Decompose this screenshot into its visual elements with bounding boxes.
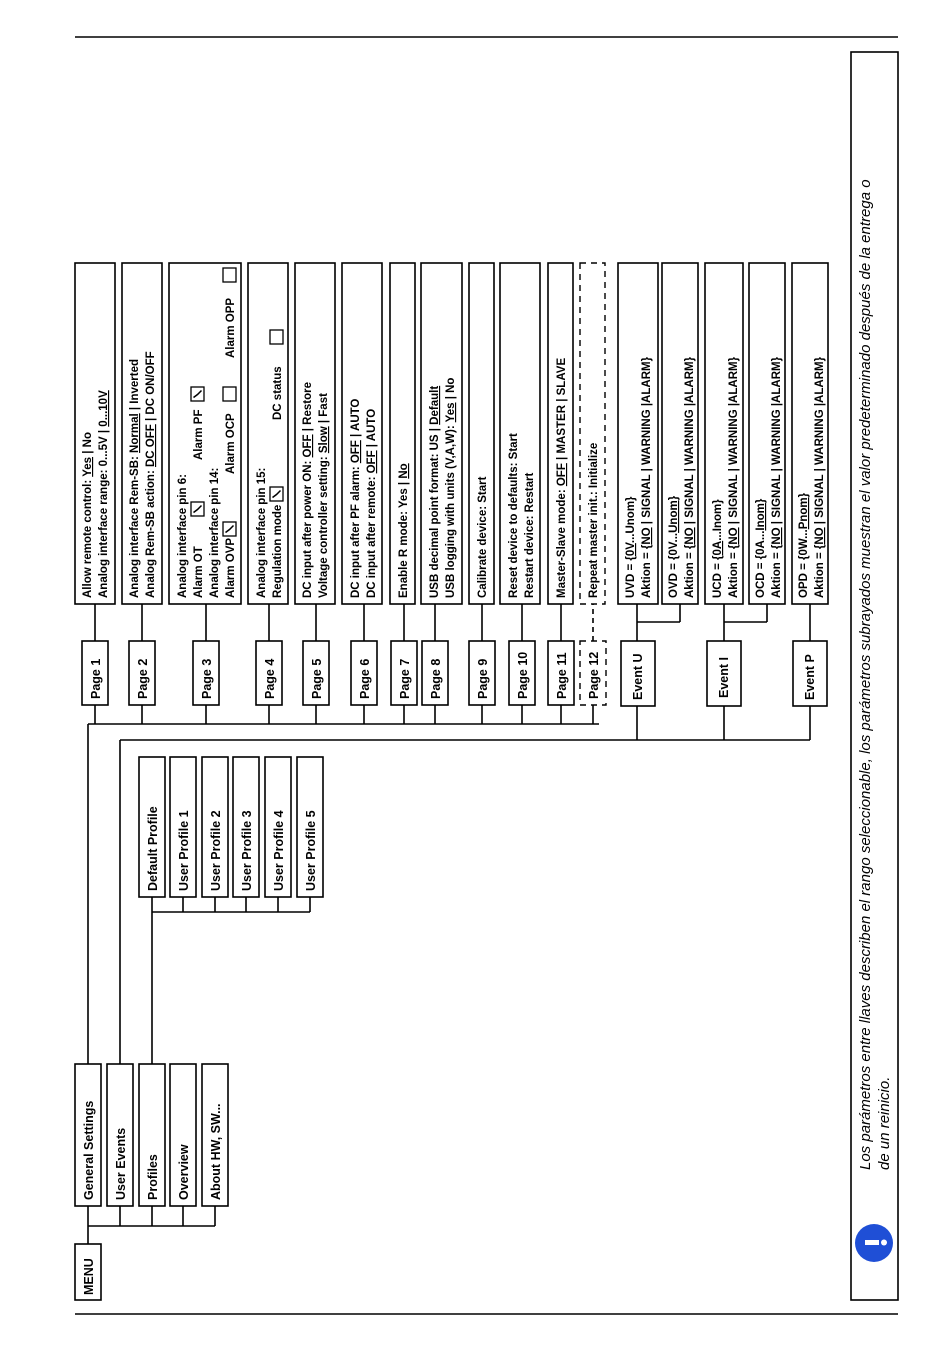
opd-range-option[interactable]: OPD = {0W...Pnom} [798,492,810,598]
opd-action-option[interactable]: Aktion = {NO | SIGNAL | WARNING |ALARM} [814,356,826,598]
page-4-label: Page 4 [263,658,277,699]
ocd-action-option[interactable]: Aktion = {NO | SIGNAL | WARNING |ALARM} [771,356,783,598]
page-8-label: Page 8 [429,658,443,699]
ucd-range-option[interactable]: UCD = {0A...Inom} [712,499,724,598]
analog-interface-range-option[interactable]: Analog interface range: 0...5V | 0...10V [98,390,110,598]
reset-defaults-option[interactable]: Reset device to defaults: Start [508,433,520,598]
page-6-label: Page 6 [358,658,372,699]
profile-default-label: Default Profile [146,806,160,891]
menu-root-label: MENU [82,1258,96,1295]
page-3-label: Page 3 [200,658,214,699]
dc-input-power-on-option[interactable]: DC input after power ON: OFF | Restore [302,382,314,598]
regulation-mode-label: Regulation mode [272,504,284,598]
alarm-ot-label: Alarm OT [193,546,205,598]
user-events-label: User Events [114,1127,128,1200]
alarm-ocp-checkbox[interactable] [223,387,236,401]
pin-14-heading: Analog interface pin 14: [209,467,221,598]
ucd-action-option[interactable]: Aktion = {NO | SIGNAL | WARNING |ALARM} [728,356,740,598]
pin-6-heading: Analog interface pin 6: [177,474,189,598]
pin-15-heading: Analog interface pin 15: [256,467,268,598]
alarm-ovp-label: Alarm OVP [225,537,237,598]
master-slave-mode-option[interactable]: Master-Slave mode: OFF | MASTER | SLAVE [556,357,568,598]
page-9-label: Page 9 [476,658,490,699]
restart-device-option[interactable]: Restart device: Restart [524,472,536,598]
page-10-label: Page 10 [516,651,530,699]
rem-sb-option[interactable]: Analog interface Rem-SB: Normal | Inverted [129,358,141,598]
ovd-range-option[interactable]: OVD = {0V...Unom} [668,495,680,598]
dc-status-label: DC status [272,366,284,420]
ocd-range-option[interactable]: OCD = {0A...Inom} [755,498,767,598]
profile-user-1-label: User Profile 1 [177,810,191,891]
usb-logging-units-option[interactable]: USB logging with units (V,A,W): Yes | No [445,377,457,598]
uvd-action-option[interactable]: Aktion = {NO | SIGNAL | WARNING |ALARM} [641,356,653,598]
page-2-label: Page 2 [136,658,150,699]
repeat-master-init-option[interactable]: Repeat master init.: Initialize [588,442,600,598]
profile-user-4-label: User Profile 4 [272,810,286,891]
profiles-label: Profiles [146,1154,160,1200]
allow-remote-control-option[interactable]: Allow remote control: Yes | No [82,432,94,598]
usb-decimal-format-option[interactable]: USB decimal point format: US | Default [429,385,441,598]
info-icon [855,1224,893,1262]
profile-user-2-label: User Profile 2 [209,810,223,891]
about-label: About HW, SW... [209,1103,223,1200]
voltage-controller-option[interactable]: Voltage controller setting: Slow | Fast [318,393,330,598]
event-p-label: Event P [803,654,817,700]
enable-r-mode-option[interactable]: Enable R mode: Yes | No [398,463,410,598]
event-i-label: Event I [717,657,731,698]
profile-user-5-label: User Profile 5 [304,810,318,891]
general-settings-label: General Settings [82,1100,96,1200]
note-text-line-2: de un reinicio. [876,1076,893,1170]
page-5-label: Page 5 [310,658,324,699]
note-text-line-1: Los parámetros entre llaves describen el rango seleccionable, los parámetros subrayados muestran el valor predeterminado después de la entrega o [857,179,874,1170]
alarm-pf-label: Alarm PF [193,409,205,460]
profile-user-3-label: User Profile 3 [240,810,254,891]
calibrate-device-option[interactable]: Calibrate device: Start [477,476,489,598]
page-7-label: Page 7 [398,658,412,699]
page-1-label: Page 1 [89,658,103,699]
alarm-ocp-label: Alarm OCP [225,413,237,474]
dc-status-checkbox[interactable] [270,330,283,344]
uvd-range-option[interactable]: UVD = {0V...Unom} [625,496,637,598]
page-12-label: Page 12 [587,651,601,699]
overview-label: Overview [177,1144,191,1200]
alarm-opp-checkbox[interactable] [223,268,236,282]
alarm-opp-label: Alarm OPP [225,297,237,358]
dc-input-pf-alarm-option[interactable]: DC input after PF alarm: OFF | AUTO [350,398,362,598]
ovd-action-option[interactable]: Aktion = {NO | SIGNAL | WARNING |ALARM} [684,356,696,598]
page-11-label: Page 11 [555,652,569,699]
dc-input-remote-option[interactable]: DC input after remote: OFF | AUTO [366,408,378,598]
event-u-label: Event U [631,653,645,700]
rem-sb-action-option[interactable]: Analog Rem-SB action: DC OFF | DC ON/OFF [145,351,157,598]
